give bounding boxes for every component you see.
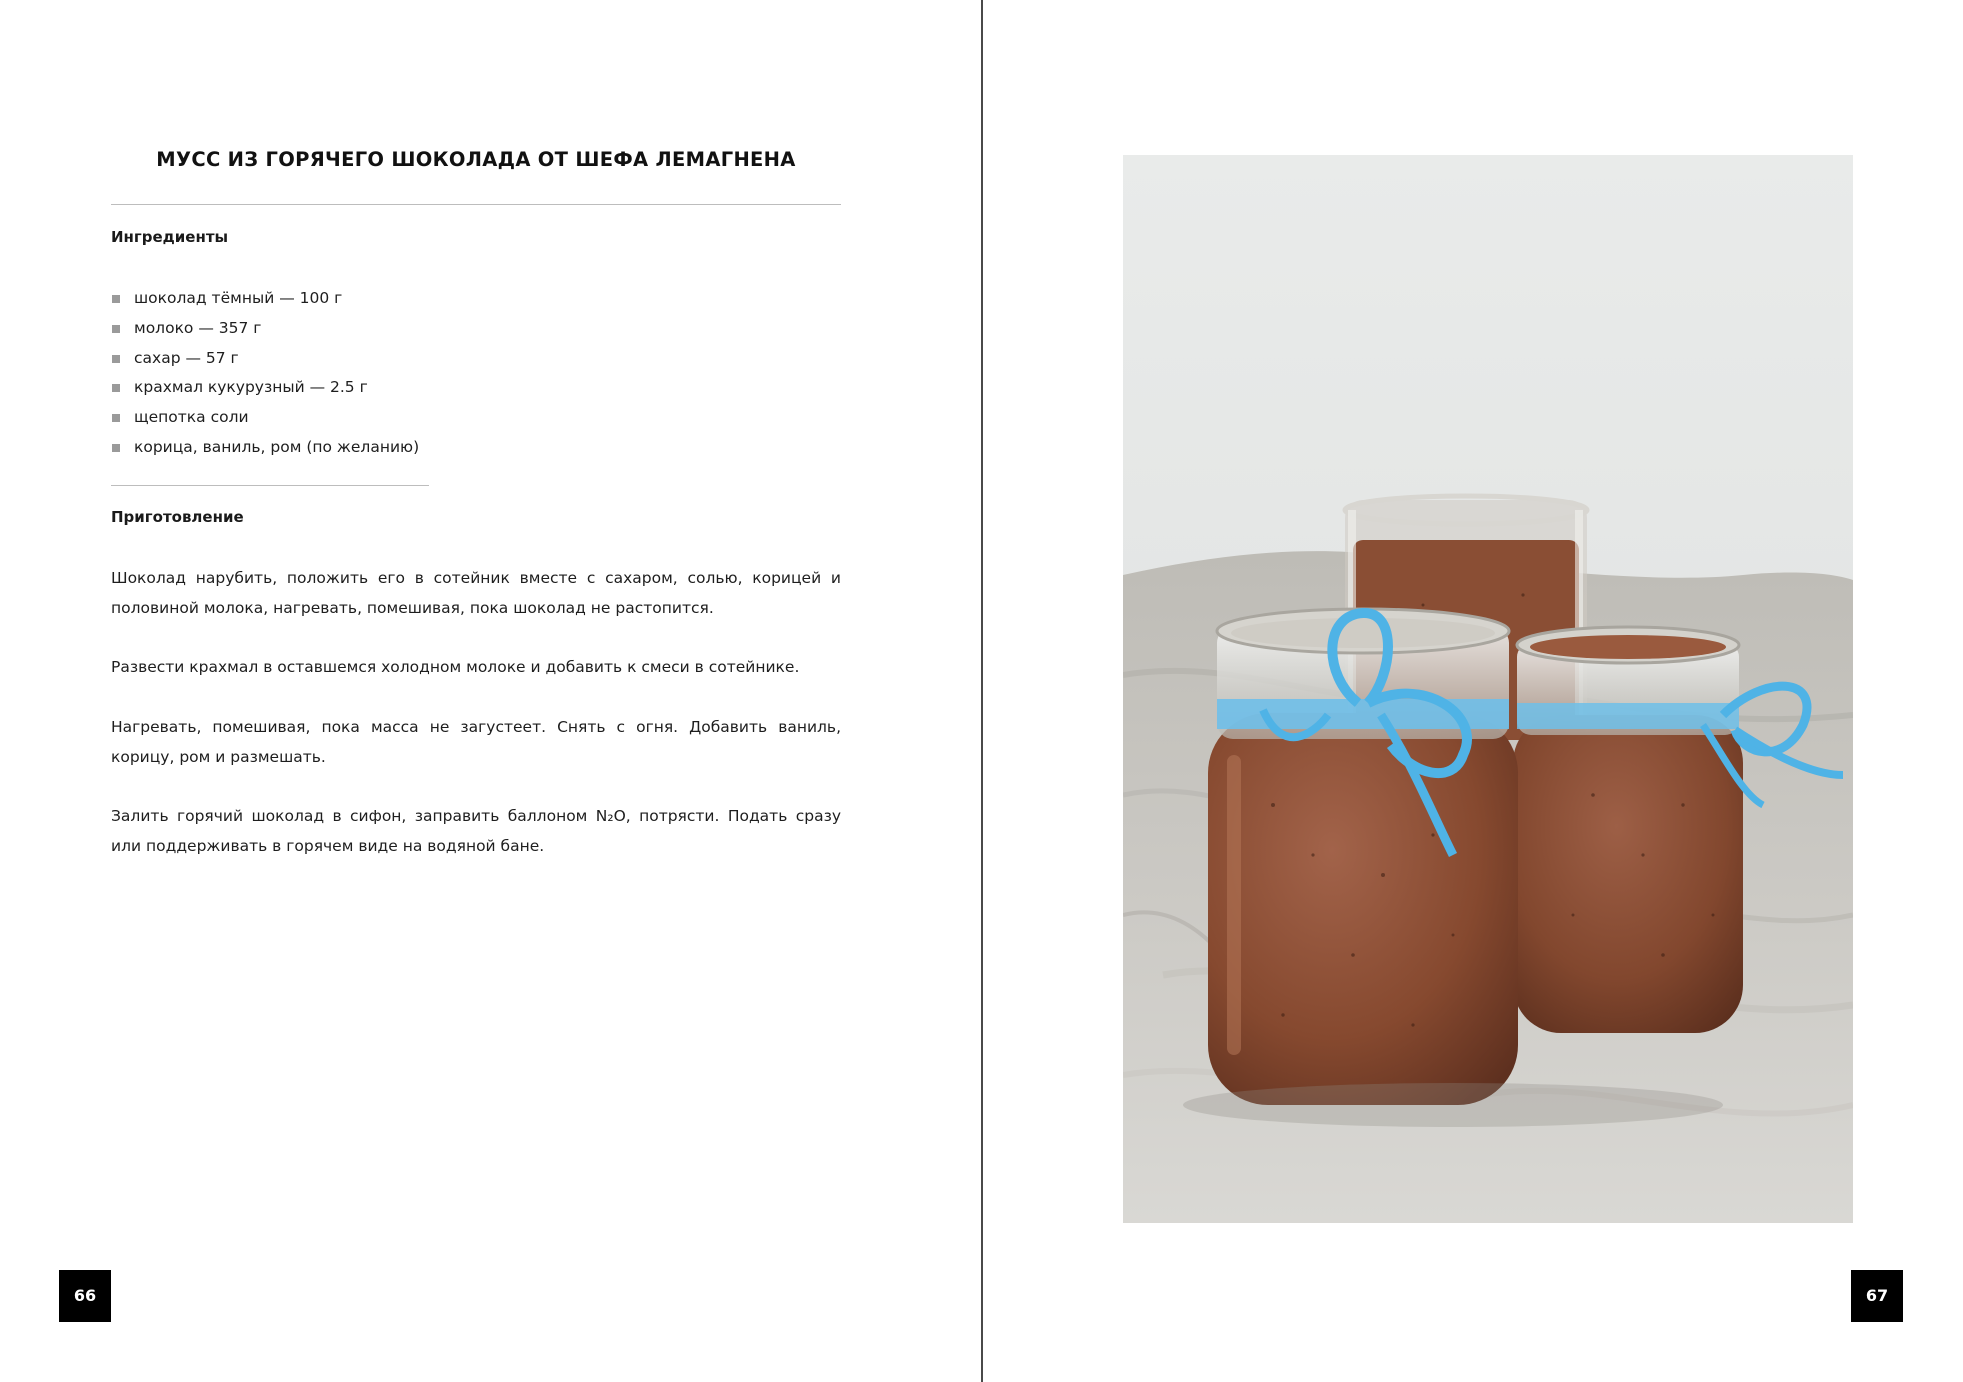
recipe-title: МУСС ИЗ ГОРЯЧЕГО ШОКОЛАДА ОТ ШЕФА ЛЕМАГНЕНА [156,148,796,171]
preparation-heading: Приготовление [111,508,244,526]
square-bullet-icon [112,414,120,422]
ingredient-text: сахар — 57 г [134,348,239,367]
ingredient-item [111,406,419,436]
page-number-right: 67 [1851,1270,1903,1322]
photo-illustration [1123,155,1853,1223]
page-number-left: 66 [59,1270,111,1322]
square-bullet-icon [112,384,120,392]
preparation-step: Нагревать, помешивая, пока масса не загустеет. Снять с огня. Добавить ваниль, корицу, ром и размешать. [111,718,841,766]
title-divider [111,204,841,205]
ingredient-text: шоколад тёмный — 100 г [134,289,343,307]
square-bullet-icon [112,295,120,303]
ingredients-heading: Ингредиенты [111,228,229,246]
ingredient-item [111,436,419,466]
preparation-step: Развести крахмал в оставшемся холодном молоке и добавить к смеси в сотейнике. [111,658,800,676]
ingredient-text: молоко — 357 г [134,318,262,337]
ingredient-text: корица, ваниль, ром (по желанию) [134,437,420,456]
ingredient-item [111,287,419,317]
section-divider [111,485,429,486]
left-page [0,0,981,1382]
mousse-jars-photo [1123,155,1853,1223]
ingredient-item [111,347,419,377]
square-bullet-icon [112,444,120,452]
ingredients-list [111,287,419,466]
ingredient-text: щепотка соли [134,408,249,427]
preparation-step: Залить горячий шоколад в сифон, заправить баллоном N₂O, потрясти. Подать сразу или поддерживать в горячем виде на водяной бане. [111,807,841,855]
ingredient-item [111,317,419,347]
ingredient-text: крахмал кукурузный — 2.5 г [134,378,368,397]
square-bullet-icon [112,325,120,333]
ingredient-item [111,376,419,406]
preparation-step: Шоколад нарубить, положить его в сотейник вместе с сахаром, солью, корицей и половиной молока, нагревать, помешивая, пока шоколад не растопится. [111,569,841,617]
square-bullet-icon [112,355,120,363]
